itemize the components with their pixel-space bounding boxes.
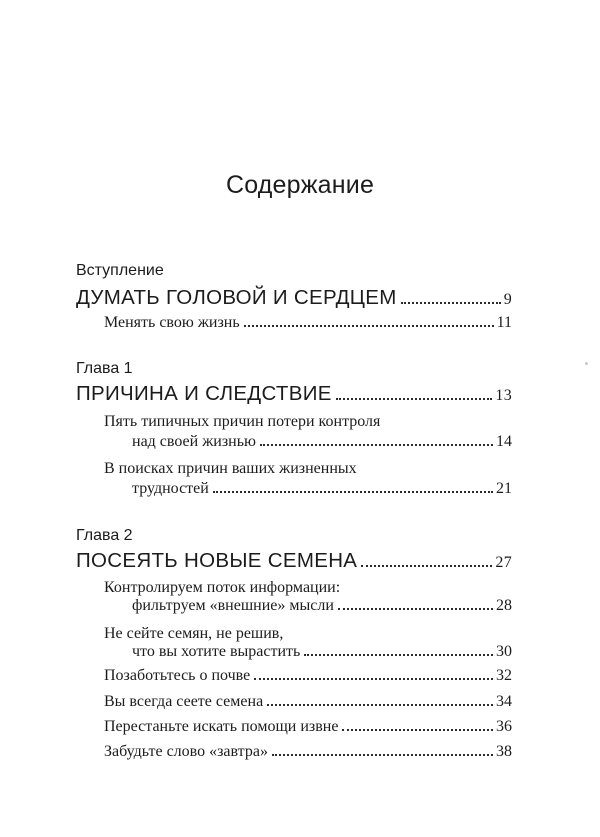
page-number: 13 — [495, 387, 512, 404]
entry-text: над своей жизнью — [132, 433, 256, 450]
page-number: 9 — [503, 291, 512, 308]
entry-text: Забудьте слово «завтра» — [104, 743, 268, 760]
dot-leader — [401, 301, 501, 304]
toc-entry — [104, 314, 512, 332]
chapter1-label: Глава 1 — [76, 360, 133, 377]
dot-leader — [361, 564, 492, 567]
page-number: 11 — [496, 314, 512, 331]
page-number: 21 — [496, 480, 512, 497]
page-number: 38 — [496, 743, 512, 760]
toc-entry-line1: В поисках причин ваших жизненных — [104, 460, 357, 477]
page-title: Содержание — [225, 171, 375, 199]
dot-leader — [338, 607, 493, 610]
entry-text: что вы хотите вырастить — [132, 643, 301, 660]
page-number: 36 — [496, 718, 512, 735]
chapter2-label: Глава 2 — [76, 527, 133, 544]
dot-leader — [304, 653, 493, 656]
heading-text: ПОСЕЯТЬ НОВЫЕ СЕМЕНА — [76, 549, 358, 572]
toc-entry — [132, 480, 512, 498]
dot-leader — [213, 490, 493, 493]
page-number: 34 — [496, 693, 512, 710]
dot-leader — [260, 443, 493, 446]
dot-leader — [267, 703, 493, 706]
dot-leader — [244, 324, 494, 327]
dot-leader — [272, 753, 493, 756]
entry-text: Перестаньте искать помощи извне — [104, 718, 339, 735]
entry-text: Позаботьтесь о почве — [104, 667, 251, 684]
heading-text: ДУМАТЬ ГОЛОВОЙ И СЕРДЦЕМ — [76, 286, 397, 309]
toc-heading-chapter2 — [76, 549, 512, 573]
toc-entry-line1: Не сейте семян, не решив, — [104, 625, 284, 642]
scan-speck — [585, 362, 588, 365]
toc-entry — [132, 433, 512, 451]
toc-heading-intro — [76, 286, 512, 310]
toc-entry-line1: Пять типичных причин потери контроля — [104, 413, 381, 430]
entry-text: трудностей — [132, 480, 209, 497]
toc-entry — [104, 718, 512, 736]
toc-entry-line1: Контролируем поток информации: — [104, 579, 341, 596]
entry-text: Вы всегда сеете семена — [104, 693, 264, 710]
dot-leader — [336, 397, 493, 400]
toc-entry — [104, 743, 512, 761]
dot-leader — [342, 728, 493, 731]
page-number: 14 — [496, 433, 512, 450]
page-number: 28 — [496, 597, 512, 614]
entry-text: фильтруем «внешние» мысли — [132, 597, 334, 614]
dot-leader — [254, 677, 493, 680]
toc-entry — [132, 597, 512, 615]
intro-label: Вступление — [76, 262, 164, 279]
page-number: 32 — [496, 667, 512, 684]
toc-entry — [104, 693, 512, 711]
toc-heading-chapter1 — [76, 382, 512, 406]
page-number: 27 — [495, 554, 512, 571]
page-number: 30 — [496, 643, 512, 660]
toc-entry — [132, 643, 512, 661]
toc-entry — [104, 667, 512, 685]
heading-text: ПРИЧИНА И СЛЕДСТВИЕ — [76, 382, 332, 405]
entry-text: Менять свою жизнь — [104, 314, 240, 331]
